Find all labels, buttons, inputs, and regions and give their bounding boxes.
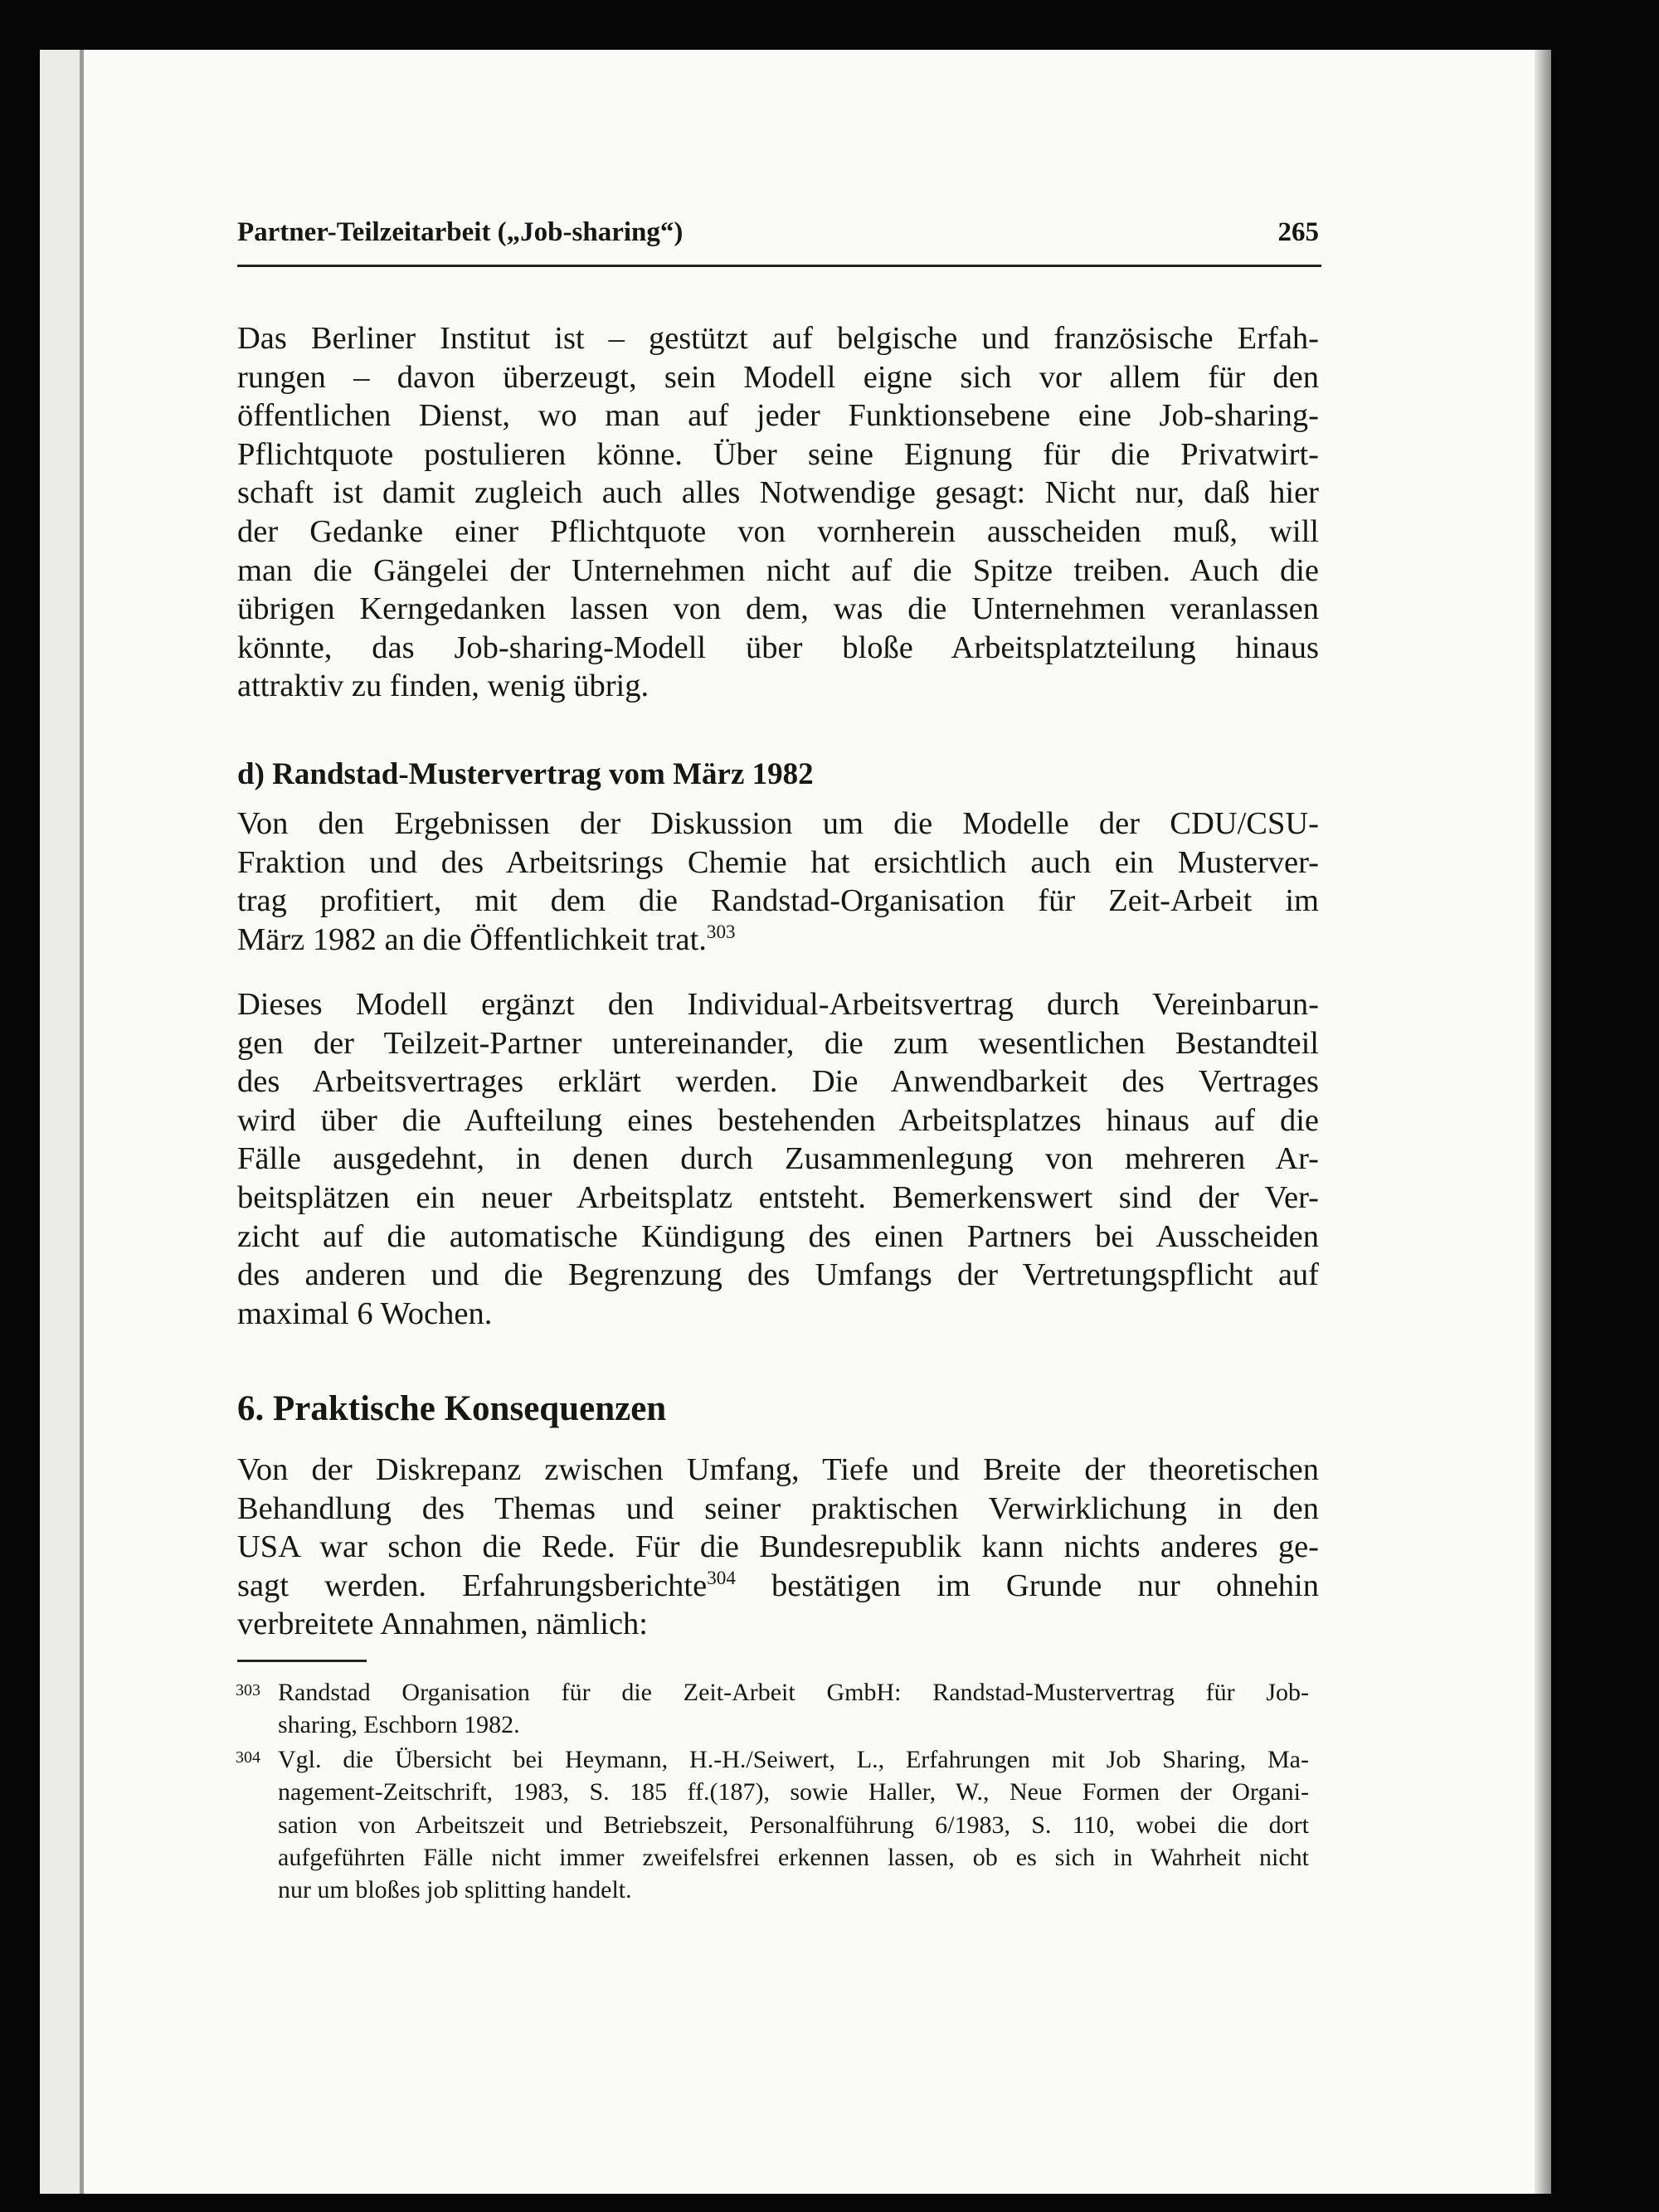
page-number: 265 <box>1277 217 1319 247</box>
footnote-304-line: nagement-Zeitschrift, 1983, S. 185 ff.(187), sowie Haller, W., Neue Formen der Organi- <box>278 1778 1309 1806</box>
footnote-304-line: aufgeführten Fälle nicht immer zweifelsfrei erkennen lassen, ob es sich in Wahrheit nicht <box>278 1843 1309 1871</box>
footnote-303-line: Randstad Organisation für die Zeit-Arbeit GmbH: Randstad-Mustervertrag für Job- <box>278 1679 1309 1706</box>
para-1-line: schaft ist damit zugleich auch alles Notwendige gesagt: Nicht nur, daß hier <box>237 475 1319 511</box>
para-3-line: Dieses Modell ergänzt den Individual-Arbeitsvertrag durch Vereinbarun- <box>237 987 1319 1022</box>
para-1-line: könnte, das Job-sharing-Modell über bloße Arbeitsplatzteilung hinaus <box>237 630 1319 665</box>
para-1-line: Pflichtquote postulieren könne. Über seine Eignung für die Privatwirt- <box>237 436 1319 472</box>
para-3-line: beitsplätzen ein neuer Arbeitsplatz entsteht. Bemerkenswert sind der Ver- <box>237 1180 1319 1215</box>
page-edge-left <box>80 50 84 2194</box>
subsection-heading-d: d) Randstad-Mustervertrag vom März 1982 <box>237 757 814 791</box>
para-3-line: wird über die Aufteilung eines bestehenden Arbeitsplatzes hinaus auf die <box>237 1102 1319 1138</box>
footnote-303-line: sharing, Eschborn 1982. <box>278 1711 520 1739</box>
para-3-line: Fälle ausgedehnt, in denen durch Zusammenlegung von mehreren Ar- <box>237 1141 1319 1177</box>
para-2-line: Fraktion und des Arbeitsrings Chemie hat ersichtlich auch ein Musterver- <box>237 844 1319 880</box>
header-rule <box>237 265 1321 267</box>
section-heading-6: 6. Praktische Konsequenzen <box>237 1389 667 1428</box>
footnote-304-line: Vgl. die Übersicht bei Heymann, H.-H./Seiwert, L., Erfahrungen mit Job Sharing, Ma- <box>278 1746 1309 1773</box>
running-head-title: Partner-Teilzeitarbeit („Job-sharing“) <box>237 217 684 247</box>
para-4-line: sagt werden. Erfahrungsberichte$^{304}$ bestätigen im Grunde nur ohnehin <box>237 1566 1319 1603</box>
running-head <box>237 214 1319 250</box>
para-3-line: des anderen und die Begrenzung des Umfangs der Vertretungspflicht auf <box>237 1257 1319 1293</box>
para-1-line: man die Gängelei der Unternehmen nicht auf die Spitze treiben. Auch die <box>237 552 1319 588</box>
footnote-reference: 303 <box>706 920 736 942</box>
para-1-line: öffentlichen Dienst, wo man auf jeder Funktionsebene eine Job-sharing- <box>237 398 1319 434</box>
para-1-line: Das Berliner Institut ist – gestützt auf belgische und französische Erfah- <box>237 321 1319 356</box>
para-1-line: attraktiv zu finden, wenig übrig. <box>237 668 649 704</box>
para-1-line: der Gedanke einer Pflichtquote von vornherein ausscheiden muß, will <box>237 514 1319 549</box>
page-edge-right <box>1535 50 1551 2194</box>
para-4-line: Behandlung des Themas und seiner praktischen Verwirklichung in den <box>237 1490 1319 1526</box>
para-4-line: Von der Diskrepanz zwischen Umfang, Tiefe und Breite der theoretischen <box>237 1452 1319 1487</box>
para-2-line: Von den Ergebnissen der Diskussion um die Modelle der CDU/CSU- <box>237 806 1319 841</box>
para-3-line: des Arbeitsvertrages erklärt werden. Die Anwendbarkeit des Vertrages <box>237 1064 1319 1100</box>
para-2-line: März 1982 an die Öffentlichkeit trat.$^{303}$ <box>237 920 736 957</box>
footnote-number: 304 <box>236 1748 260 1767</box>
footnote-rule <box>237 1660 367 1662</box>
para-4-line: USA war schon die Rede. Für die Bundesrepublik kann nichts anderes ge- <box>237 1529 1319 1565</box>
para-3-line: maximal 6 Wochen. <box>237 1296 493 1331</box>
page-gutter <box>40 50 80 2194</box>
para-1-line: übrigen Kerngedanken lassen von dem, was die Unternehmen veranlassen <box>237 591 1319 627</box>
para-3-line: zicht auf die automatische Kündigung des einen Partners bei Ausscheiden <box>237 1218 1319 1254</box>
footnote-reference: 304 <box>707 1566 736 1588</box>
para-3-line: gen der Teilzeit-Partner untereinander, die zum wesentlichen Bestandteil <box>237 1025 1319 1061</box>
para-1-line: rungen – davon überzeugt, sein Modell eigne sich vor allem für den <box>237 359 1319 395</box>
footnote-number: 303 <box>236 1681 260 1699</box>
footnote-304-line: sation von Arbeitszeit und Betriebszeit, Personalführung 6/1983, S. 110, wobei die dort <box>278 1811 1309 1839</box>
footnote-304-line: nur um bloßes job splitting handelt. <box>278 1876 632 1904</box>
para-4-line: verbreitete Annahmen, nämlich: <box>237 1607 648 1642</box>
para-2-line: trag profitiert, mit dem die Randstad-Organisation für Zeit-Arbeit im <box>237 883 1319 919</box>
